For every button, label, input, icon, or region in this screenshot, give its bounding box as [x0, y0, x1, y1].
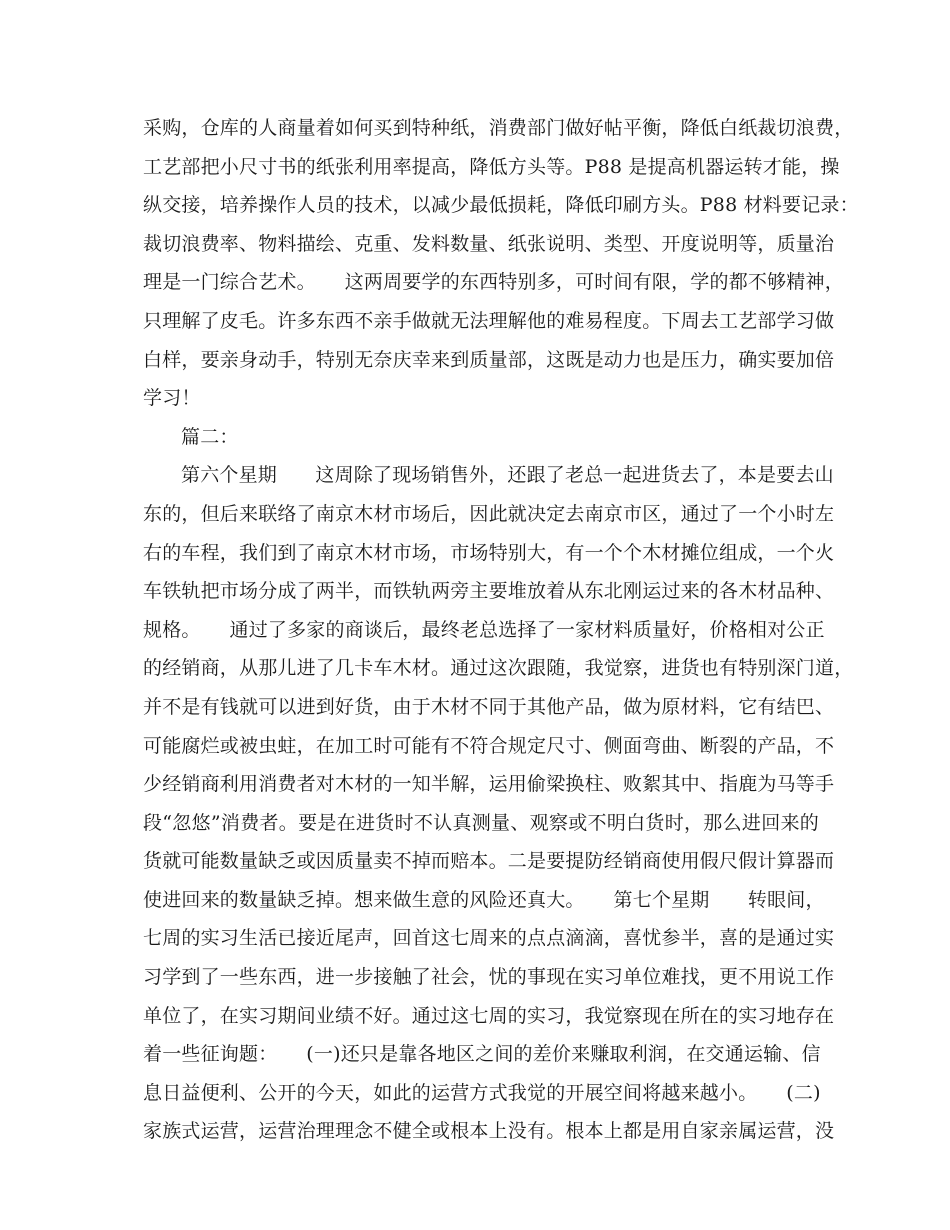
text-line: 第六个星期 这周除了现场销售外，还跟了老总一起进货去了，本是要去山 [181, 464, 834, 487]
text-line: 篇二： [181, 425, 239, 448]
text-line: 七周的实习生活已接近尾声，回首这七周来的点点滴滴，喜忧参半，喜的是通过实 [143, 927, 835, 950]
text-line: 的经销商，从那儿进了几卡车木材。通过这次跟随，我觉察，进货也有特别深门道， [143, 657, 854, 680]
text-line: 纵交接，培养操作人员的技术，以减少最低损耗，降低印刷方头。P88 材料要记录： [143, 194, 859, 217]
text-line: 可能腐烂或被虫蛀，在加工时可能有不符合规定尺寸、侧面弯曲、断裂的产品，不 [143, 734, 835, 757]
text-line: 东的，但后来联络了南京木材市场后，因此就决定去南京市区，通过了一个小时左 [143, 502, 835, 525]
text-line: 单位了，在实习期间业绩不好。通过这七周的实习，我觉察现在所在的实习地存在 [143, 1004, 835, 1027]
text-line: 并不是有钱就可以进到好货，由于木材不同于其他产品，做为原材料，它有结巴、 [143, 695, 835, 718]
text-line: 工艺部把小尺寸书的纸张利用率提高，降低方头等。P88 是提高机器运转才能，操 [143, 155, 840, 178]
text-line: 货就可能数量缺乏或因质量卖不掉而赔本。二是要提防经销商使用假尺假计算器而 [143, 850, 835, 873]
text-line: 着一些征询题： (一)还只是靠各地区之间的差价来赚取利润，在交通运输、信 [143, 1043, 821, 1066]
text-line: 采购，仓库的人商量着如何买到特种纸，消费部门做好帖平衡，降低白纸裁切浪费， [143, 117, 854, 139]
text-line: 规格。 通过了多家的商谈后，最终老总选择了一家材料质量好，价格相对公正 [143, 618, 825, 641]
document-body [143, 109, 859, 1151]
text-line: 裁切浪费率、物料描绘、克重、发料数量、纸张说明、类型、开度说明等，质量治 [143, 232, 835, 255]
text-line: 段“忽悠”消费者。要是在进货时不认真测量、观察或不明白货时，那么进回来的 [143, 811, 819, 834]
text-line: 家族式运营，运营治理理念不健全或根本上没有。根本上都是用自家亲属运营，没 [143, 1120, 835, 1143]
text-line: 车铁轨把市场分成了两半，而铁轨两旁主要堆放着从东北刚运过来的各木材品种、 [143, 580, 835, 603]
text-line: 少经销商利用消费者对木材的一知半解，运用偷梁换柱、败絮其中、指鹿为马等手 [143, 773, 835, 796]
text-line: 学习！ [143, 387, 201, 410]
text-line: 白样，要亲身动手，特别无奈庆幸来到质量部，这既是动力也是压力，确实要加倍 [143, 348, 835, 371]
text-line: 习学到了一些东西，进一步接触了社会，忧的事现在实习单位难找，更不用说工作 [143, 966, 835, 989]
text-line: 只理解了皮毛。许多东西不亲手做就无法理解他的难易程度。下周去工艺部学习做 [143, 309, 835, 332]
text-line: 息日益便利、公开的今天，如此的运营方式我觉的开展空间将越来越小。 (二) [143, 1081, 821, 1104]
text-line: 使进回来的数量缺乏掉。想来做生意的风险还真大。 第七个星期 转眼间， [143, 888, 825, 911]
text-line: 右的车程，我们到了南京木材市场，市场特别大，有一个个木材摊位组成，一个火 [143, 541, 835, 564]
text-line: 理是一门综合艺术。 这两周要学的东西特别多，可时间有限，学的都不够精神， [143, 271, 844, 294]
